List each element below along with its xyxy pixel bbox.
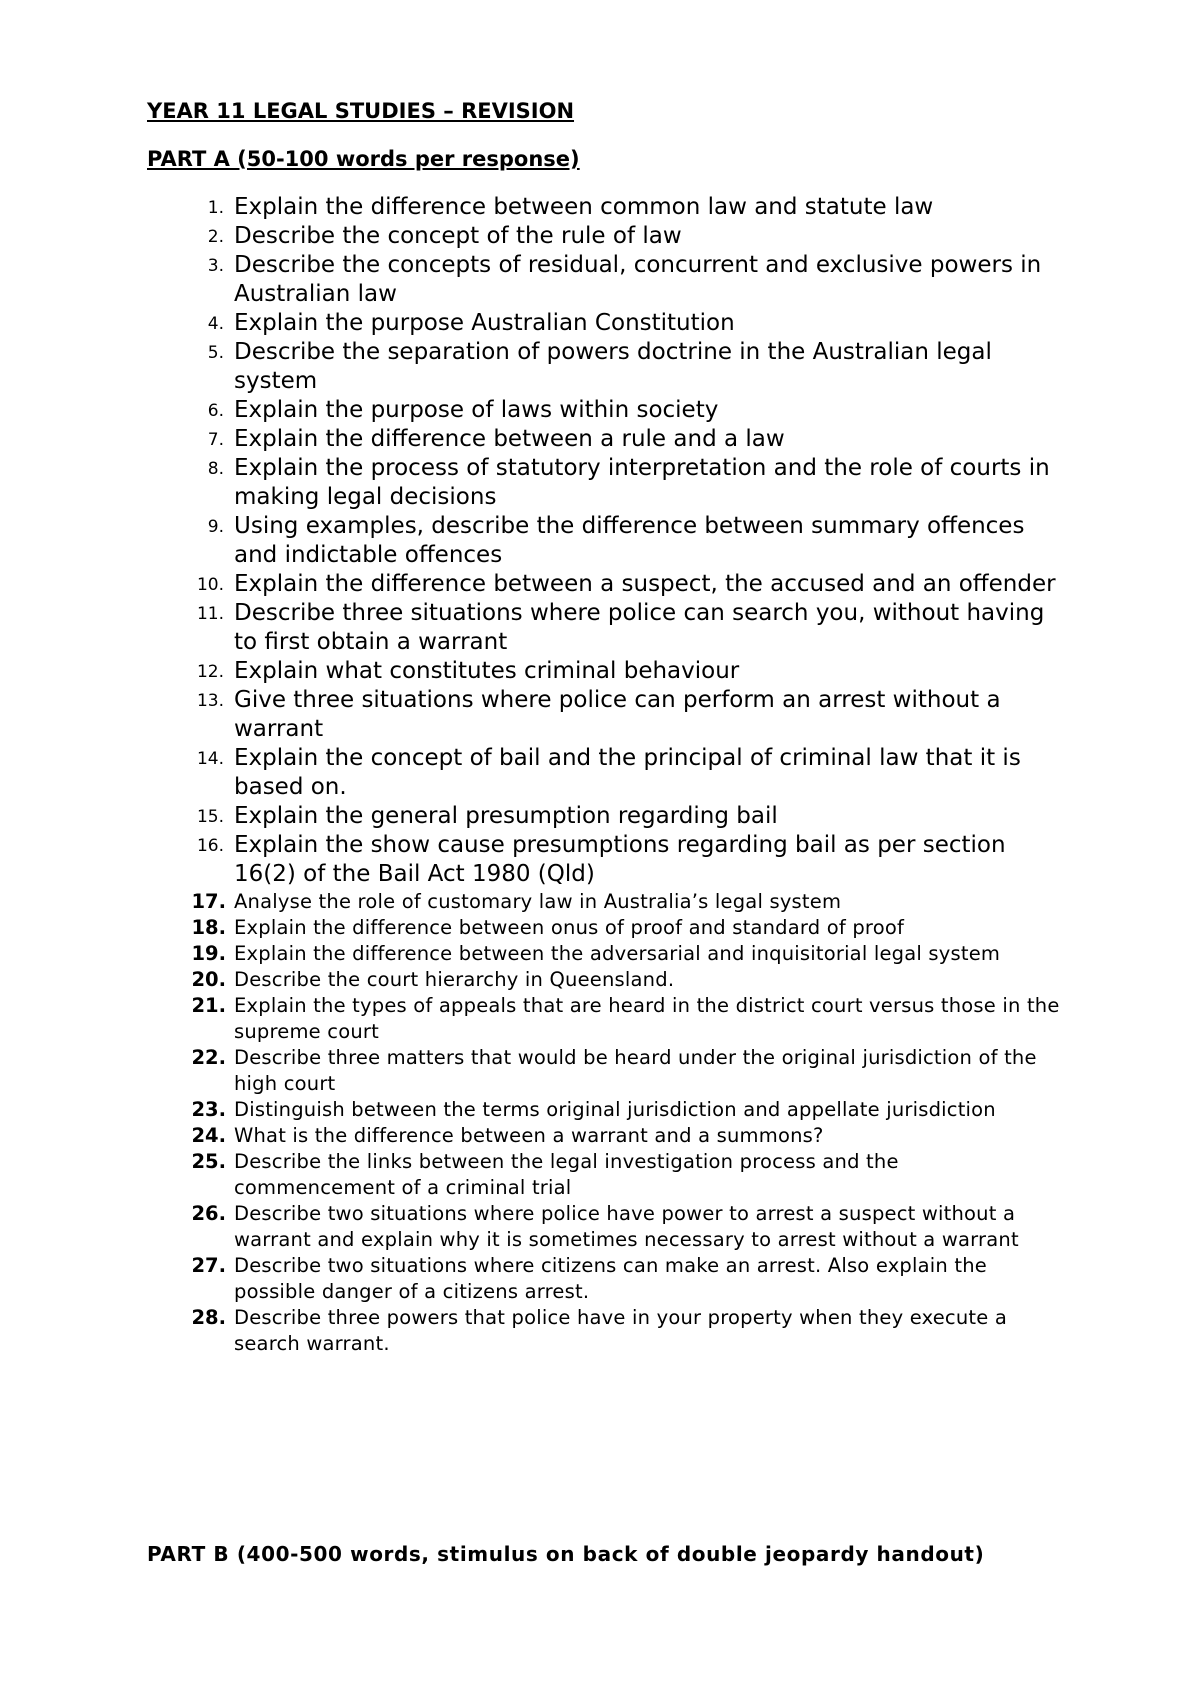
question-item [0,1045,1200,1097]
question-text: Describe three powers that police have in your property when they execute a search warrant. [234,1306,1007,1355]
question-text: Describe the court hierarchy in Queensland. [234,968,675,991]
question-text: What is the difference between a warrant and a summons? [234,1124,824,1147]
question-text: Explain the difference between common law and statute law [234,194,934,220]
question-number: 8. [207,459,224,479]
document-title: YEAR 11 LEGAL STUDIES – REVISION [147,99,575,123]
question-number: 20. [191,968,226,991]
question-text: Explain the types of appeals that are heard in the district court versus those in the supreme court [234,994,1060,1043]
question-item [0,193,1200,222]
question-text: Analyse the role of customary law in Australia’s legal system [234,890,842,913]
question-number: 26. [191,1202,226,1225]
question-number: 22. [191,1046,226,1069]
question-number: 6. [207,401,224,421]
question-item [0,1305,1200,1357]
question-text: Describe the separation of powers doctrine in the Australian legal system [234,339,992,394]
question-item [0,309,1200,338]
question-item [0,1097,1200,1123]
question-number: 21. [191,994,226,1017]
question-text: Using examples, describe the difference between summary offences and indictable offences [234,513,1025,568]
question-item [0,941,1200,967]
question-item [0,889,1200,915]
question-item [0,1253,1200,1305]
question-text: Explain what constitutes criminal behaviour [234,658,740,684]
question-item [0,425,1200,454]
question-text: Explain the process of statutory interpretation and the role of courts in making legal decisions [234,455,1050,510]
question-number: 15. [196,807,224,827]
question-text: Describe two situations where citizens can make an arrest. Also explain the possible danger of a citizens arrest. [234,1254,987,1303]
question-item [0,686,1200,744]
question-item [0,1123,1200,1149]
question-text: Describe three situations where police can search you, without having to first obtain a warrant [234,600,1045,655]
question-number: 27. [191,1254,226,1277]
question-text: Describe the links between the legal investigation process and the commencement of a criminal trial [234,1150,899,1199]
question-number: 24. [191,1124,226,1147]
part-b-heading: PART B (400-500 words, stimulus on back of double jeopardy handout) [147,1542,985,1566]
question-number: 14. [196,749,224,769]
question-number: 19. [191,942,226,965]
question-number: 25. [191,1150,226,1173]
question-number: 1. [207,198,224,218]
question-item [0,967,1200,993]
question-number: 16. [196,836,224,856]
question-number: 18. [191,916,226,939]
question-item [0,222,1200,251]
question-text: Describe the concept of the rule of law [234,223,682,249]
question-item [0,570,1200,599]
question-number: 4. [207,314,224,334]
question-number: 10. [196,575,224,595]
question-text: Explain the concept of bail and the principal of criminal law that it is based on. [234,745,1021,800]
question-text: Explain the show cause presumptions regarding bail as per section 16(2) of the Bail Act 1980 (Qld) [234,832,1006,887]
question-list [0,193,1200,1357]
question-item [0,251,1200,309]
question-item [0,338,1200,396]
question-item [0,1149,1200,1201]
question-item [0,512,1200,570]
question-item [0,599,1200,657]
question-text: Explain the purpose of laws within society [234,397,719,423]
question-item [0,396,1200,425]
question-number: 17. [191,890,226,913]
question-text: Give three situations where police can perform an arrest without a warrant [234,687,1001,742]
question-text: Explain the difference between a suspect, the accused and an offender [234,571,1056,597]
question-number: 12. [196,662,224,682]
part-a-heading: PART A (50-100 words per response) [147,147,580,171]
question-text: Explain the difference between onus of proof and standard of proof [234,916,905,939]
question-item [0,915,1200,941]
question-number: 23. [191,1098,226,1121]
question-item [0,657,1200,686]
question-number: 13. [196,691,224,711]
question-item [0,1201,1200,1253]
question-number: 2. [207,227,224,247]
question-number: 28. [191,1306,226,1329]
question-item [0,744,1200,802]
question-text: Explain the difference between a rule and a law [234,426,785,452]
question-text: Explain the purpose Australian Constitution [234,310,735,336]
question-number: 7. [207,430,224,450]
question-text: Explain the general presumption regarding bail [234,803,778,829]
question-number: 9. [207,517,224,537]
question-item [0,802,1200,831]
question-item [0,831,1200,889]
question-number: 5. [207,343,224,363]
question-text: Describe two situations where police have power to arrest a suspect without a warrant and explain why it is sometimes necessary to arrest without a warrant [234,1202,1019,1251]
question-item [0,993,1200,1045]
question-number: 11. [196,604,224,624]
question-item [0,454,1200,512]
question-text: Distinguish between the terms original jurisdiction and appellate jurisdiction [234,1098,996,1121]
question-text: Explain the difference between the adversarial and inquisitorial legal system [234,942,1001,965]
question-text: Describe three matters that would be heard under the original jurisdiction of the high court [234,1046,1037,1095]
question-text: Describe the concepts of residual, concurrent and exclusive powers in Australian law [234,252,1042,307]
question-number: 3. [207,256,224,276]
